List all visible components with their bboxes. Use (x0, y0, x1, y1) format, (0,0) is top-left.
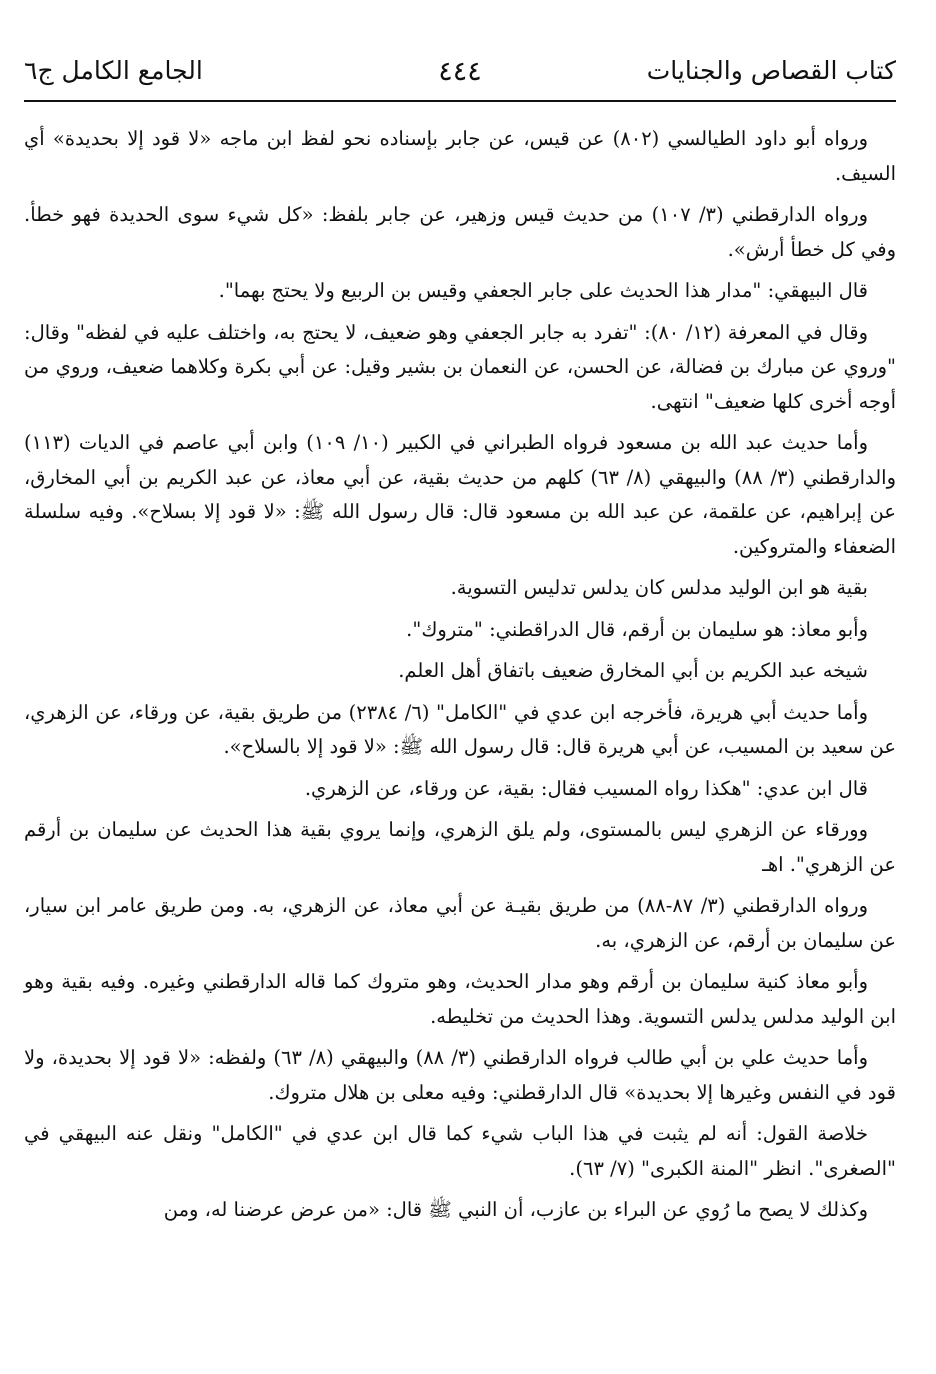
book-page (24, 50, 897, 1221)
book-title: كتاب القصاص والجنايات (646, 56, 896, 85)
paragraph: وكذلك لا يصح ما رُوي عن البراء بن عازب، أن النبي ﷺ قال: «من عرض عرضنا له، ومن (163, 1198, 868, 1221)
volume-title: الجامع الكامل ج٦ (24, 56, 203, 85)
paragraph: بقية هو ابن الوليد مدلس كان يدلس تدليس التسوية. (450, 576, 868, 599)
paragraph: ورواه أبو داود الطيالسي (٨٠٢) عن قيس، عن جابر بإسناده نحو لفظ ابن ماجه «لا قود إلا بحديدة» أي السيف. (24, 127, 896, 185)
paragraph: قال البيهقي: "مدار هذا الحديث على جابر الجعفي وقيس بن الربيع ولا يحتج بهما". (218, 279, 868, 302)
paragraph: وأما حديث عبد الله بن مسعود فرواه الطبراني في الكبير (١٠/ ١٠٩) وابن أبي عاصم في الديات (١١٣) والدارقطني (٣/ ٨٨) والبيهقي (٨/ ٦٣) كلهم من حديث بقية، عن أبي معاذ، عن عبد الكريم بن أبي المخارق، عن إبراهيم، عن علقمة، عن عبد الله بن مسعود قال: قال رسول الله ﷺ: «لا قود إلا بسلاح». وفيه سلسلة الضعفاء والمتروكين. (24, 431, 897, 558)
paragraph: وورقاء عن الزهري ليس بالمستوى، ولم يلق الزهري، وإنما يروي بقية هذا الحديث عن سليمان بن أرقم عن الزهري". اهـ (24, 818, 896, 876)
header-rule (24, 100, 896, 102)
paragraph: ورواه الدارقطني (٣/ ٨٧-٨٨) من طريق بقيـة عن أبي معاذ، عن الزهري، به. ومن طريق عامر ابن سيار، عن سليمان بن أرقم، عن الزهري، به. (24, 894, 896, 952)
paragraph: شيخه عبد الكريم بن أبي المخارق ضعيف باتفاق أهل العلم. (398, 659, 868, 682)
paragraph: قال ابن عدي: "هكذا رواه المسيب فقال: بقية، عن ورقاء، عن الزهري. (304, 776, 868, 800)
paragraph: خلاصة القول: أنه لم يثبت في هذا الباب شيء كما قال ابن عدي في "الكامل" ونقل عنه البيهقي في "الصغرى". انظر "المنة الكبرى" (٧/ ٦٣). (24, 1122, 896, 1180)
paragraph: وأبو معاذ كنية سليمان بن أرقم وهو مدار الحديث، وهو متروك كما قاله الدارقطني وغيره. وفيه بقية وهو ابن الوليد مدلس يدلس التسوية. وهذا الحديث من تخليطه. (24, 970, 896, 1028)
paragraph: ورواه الدارقطني (٣/ ١٠٧) من حديث قيس وزهير، عن جابر بلفظ: «كل شيء سوى الحديدة فهو خطأ. وفي كل خطأ أرش». (24, 203, 896, 261)
page-header (24, 50, 896, 98)
paragraph: وأبو معاذ: هو سليمان بن أرقم، قال الدراقطني: "متروك". (406, 617, 868, 641)
paragraph: وأما حديث علي بن أبي طالب فرواه الدارقطني (٣/ ٨٨) والبيهقي (٨/ ٦٣) ولفظه: «لا قود إلا بحديدة، ولا قود في النفس وغيرها إلا بحديدة» قال الدارقطني: وفيه معلى بن هلال متروك. (24, 1046, 896, 1104)
page-body (24, 122, 896, 1235)
page-number: ٤٤٤ (438, 56, 482, 87)
paragraph: وأما حديث أبي هريرة، فأخرجه ابن عدي في "الكامل" (٦/ ٢٣٨٤) من طريق بقية، عن ورقاء، عن الزهري، عن سعيد بن المسيب، عن أبي هريرة قال: قال رسول الله ﷺ: «لا قود إلا بالسلاح». (24, 700, 896, 758)
paragraph: وقال في المعرفة (١٢/ ٨٠): "تفرد به جابر الجعفي وهو ضعيف، لا يحتج به، واختلف عليه في لفظه" وقال: "وروي عن مبارك بن فضالة، عن الحسن، عن النعمان بن بشير وقيل: عن أبي بكرة وكلاهما ضعيف، وروي من أوجه أخرى كلها ضعيف" انتهى. (24, 320, 896, 413)
